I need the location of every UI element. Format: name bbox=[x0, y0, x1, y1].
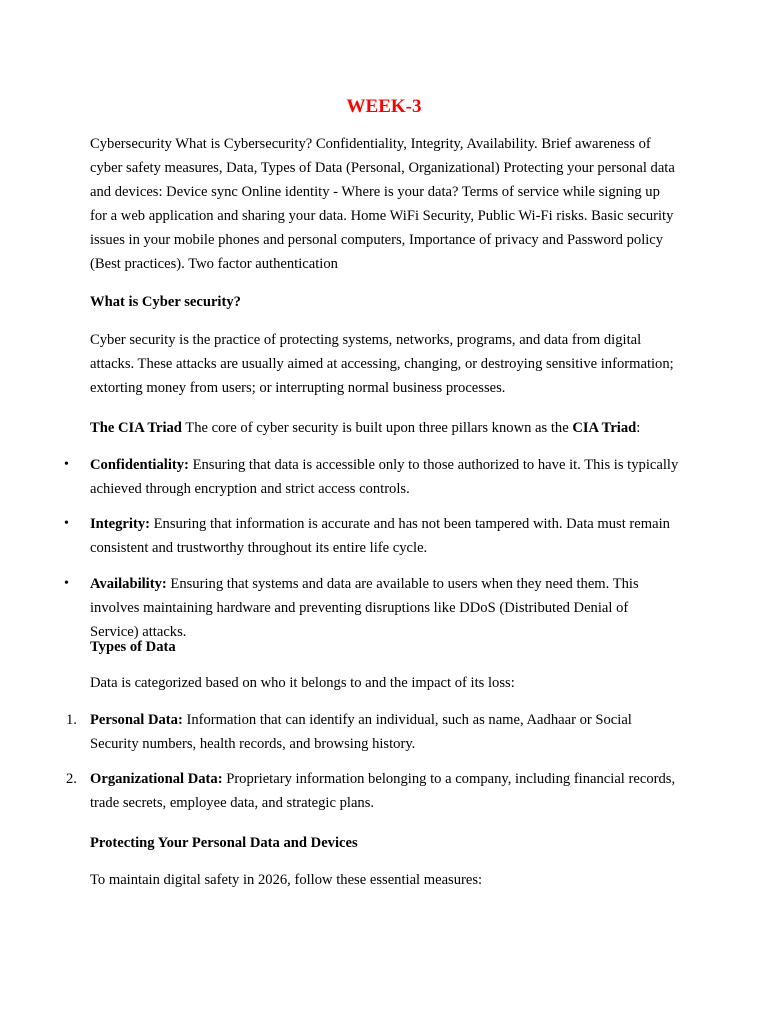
intro-paragraph: Cybersecurity What is Cybersecurity? Confidentiality, Integrity, Availability. Brief awareness of cyber safety measures, Data, Types of Data (Personal, Organizational) Protecting your personal data and devices: Device sync Online identity - Where is your data? Terms of service while signing up for a web application and sharing your data. Home WiFi Security, Public Wi-Fi risks. Basic security issues in your mobile phones and personal computers, Importance of privacy and Password policy (Best practices). Two factor authentication bbox=[90, 136, 675, 272]
list-item-organizational-data bbox=[90, 767, 680, 815]
term-availability: Availability: bbox=[90, 576, 167, 592]
cia-triad-text: The core of cyber security is built upon three pillars known as the bbox=[181, 420, 573, 436]
heading-protecting-data: Protecting Your Personal Data and Devices bbox=[90, 835, 358, 851]
desc-availability: Ensuring that systems and data are available to users when they need them. This involves maintaining hardware and preventing disruptions like DDoS (Distributed Denial of Service) attacks. bbox=[90, 576, 639, 640]
bullet-icon: • bbox=[64, 457, 69, 472]
protecting-intro: To maintain digital safety in 2026, follow these essential measures: bbox=[90, 872, 483, 888]
list-item-availability bbox=[90, 572, 680, 644]
term-personal-data: Personal Data: bbox=[90, 712, 183, 728]
term-organizational-data: Organizational Data: bbox=[90, 771, 223, 787]
list-item-personal-data bbox=[90, 708, 680, 756]
desc-personal-data: Information that can identify an individual, such as name, Aadhaar or Social Security numbers, health records, and browsing history. bbox=[90, 712, 632, 752]
desc-integrity: Ensuring that information is accurate and has not been tampered with. Data must remain consistent and trustworthy throughout its entire life cycle. bbox=[90, 516, 670, 556]
heading-what-is-cyber-security: What is Cyber security? bbox=[90, 294, 241, 310]
cia-triad-colon: : bbox=[636, 420, 641, 436]
desc-organizational-data: Proprietary information belonging to a company, including financial records, trade secrets, employee data, and strategic plans. bbox=[90, 771, 676, 811]
cyber-security-paragraph: Cyber security is the practice of protecting systems, networks, programs, and data from digital attacks. These attacks are usually aimed at accessing, changing, or destroying sensitive information; extorting money from users; or interrupting normal business processes. bbox=[90, 332, 674, 396]
list-number: 1. bbox=[66, 712, 77, 728]
page-title: WEEK-3 bbox=[346, 96, 422, 117]
desc-confidentiality: Ensuring that data is accessible only to those authorized to have it. This is typically achieved through encryption and strict access controls. bbox=[90, 457, 679, 497]
heading-types-of-data: Types of Data bbox=[90, 639, 176, 655]
cia-triad-label: The CIA Triad bbox=[90, 420, 182, 436]
types-of-data-intro: Data is categorized based on who it belongs to and the impact of its loss: bbox=[90, 675, 515, 691]
term-confidentiality: Confidentiality: bbox=[90, 457, 189, 473]
cia-triad-label-2: CIA Triad bbox=[572, 420, 637, 436]
list-item-integrity bbox=[90, 512, 680, 560]
cia-triad-intro bbox=[90, 416, 680, 440]
list-number: 2. bbox=[66, 771, 77, 787]
list-item-confidentiality bbox=[90, 453, 680, 501]
bullet-icon: • bbox=[64, 516, 69, 531]
term-integrity: Integrity: bbox=[90, 516, 150, 532]
bullet-icon: • bbox=[64, 576, 69, 591]
